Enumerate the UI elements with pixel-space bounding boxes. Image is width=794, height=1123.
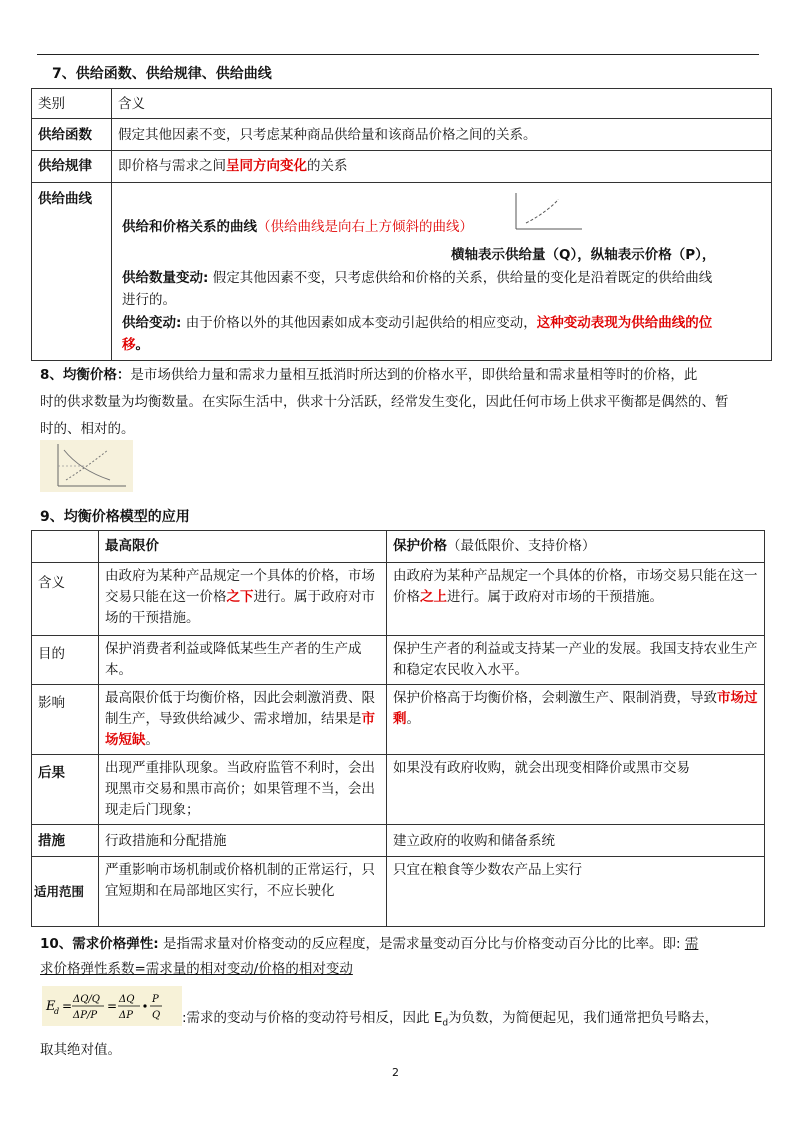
row-measures-max: 行政措施和分配措施 bbox=[99, 825, 387, 857]
section10-paragraph bbox=[40, 932, 770, 982]
equilibrium-graph bbox=[40, 440, 133, 492]
elasticity-formula-image bbox=[42, 986, 182, 1026]
meaning-max-post: 进行。属于政府对市场的干预措施。 bbox=[105, 589, 375, 626]
row-consequence-max: 出现严重排队现象。当政府监管不利时，会出现黑市交易和黑市高价；如果管理不当，会出现走后门现象； bbox=[99, 755, 387, 825]
formula-eq1: = bbox=[62, 999, 73, 1013]
section10-line1-u: 需 bbox=[684, 936, 699, 952]
section8-colon: ： bbox=[116, 367, 131, 383]
page-number: 2 bbox=[392, 1066, 399, 1079]
th-protect-price bbox=[387, 531, 765, 563]
meaning-pro-post: 进行。属于政府对市场的干预措施。 bbox=[447, 589, 663, 605]
th-protect-note: （最低限价、支持价格） bbox=[447, 538, 596, 554]
meaning-pro-pre: 由政府为某种产品规定一个具体的价格，市场交易只能在这一价格 bbox=[393, 568, 758, 605]
impact-pro-red: 市场过剩 bbox=[393, 690, 758, 727]
impact-pro-post: 。 bbox=[406, 711, 420, 727]
row-impact-max bbox=[99, 685, 387, 755]
row-meaning-protect bbox=[387, 563, 765, 636]
change-end: 。 bbox=[135, 337, 149, 353]
change-text: 由于价格以外的其他因素如成本变动引起供给的相应变动， bbox=[181, 315, 537, 331]
th-max-price: 最高限价 bbox=[99, 531, 387, 563]
graph-supply-curve bbox=[526, 199, 558, 223]
change-label: 供给变动: bbox=[122, 315, 182, 331]
curve-quantity-change bbox=[122, 267, 767, 311]
row-consequence-label: 后果 bbox=[32, 755, 99, 825]
row-impact-label: 影响 bbox=[32, 685, 99, 755]
formula-dot bbox=[143, 1004, 146, 1007]
formula-text2: 为负数，为简便起见，我们通常把负号略去， bbox=[448, 1010, 719, 1026]
qty-text2: 进行的。 bbox=[122, 292, 176, 308]
change-red1: 这种变动表现为供给曲线的位 bbox=[536, 315, 713, 331]
row-supply-curve-content bbox=[112, 183, 772, 361]
supply-law-post: 的关系 bbox=[307, 158, 348, 174]
supply-table bbox=[31, 88, 772, 361]
th-protect-bold: 保护价格 bbox=[393, 538, 447, 554]
formula-num2: ΔQ bbox=[119, 994, 135, 1005]
formula-num3: P bbox=[152, 994, 159, 1005]
section10-line2-u: 求价格弹性系数=需求量的相对变动/价格的相对变动 bbox=[40, 961, 353, 977]
formula-eq2: = bbox=[107, 999, 118, 1013]
meaning-max-pre: 由政府为某种产品规定一个具体的价格，市场交易只能在这一价格 bbox=[105, 568, 375, 605]
supply-law-pre: 即价格与需求之间 bbox=[118, 158, 226, 174]
row-measures-label: 措施 bbox=[32, 825, 99, 857]
formula-ed: E bbox=[46, 999, 56, 1014]
row-supply-function-label: 供给函数 bbox=[32, 119, 112, 151]
meaning-pro-red: 之上 bbox=[420, 589, 447, 605]
curve-line1-bold: 供给和价格关系的曲线 bbox=[122, 219, 257, 235]
row-supply-curve-label: 供给曲线 bbox=[32, 183, 112, 361]
qty-label: 供给数量变动: bbox=[122, 270, 209, 286]
curve-line1-red: （供给曲线是向右上方倾斜的曲线） bbox=[257, 219, 473, 235]
section8-title: 8、均衡价格 bbox=[40, 367, 117, 383]
section8-line1: 是市场供给力量和需求力量相互抵消时所达到的价格水平，即供给量和需求量相等时的价格，此 bbox=[130, 367, 698, 383]
row-meaning-label: 含义 bbox=[32, 563, 99, 636]
section10-line1: 是指需求量对价格变动的反应程度，是需求量变动百分比与价格变动百分比的比率。即: bbox=[158, 936, 685, 952]
header-category: 类别 bbox=[32, 89, 112, 119]
row-supply-law-text bbox=[112, 151, 772, 183]
section9-title: 9、均衡价格模型的应用 bbox=[40, 509, 190, 525]
formula-sub: d bbox=[442, 1018, 449, 1029]
formula-num1: ΔQ/Q bbox=[73, 994, 100, 1005]
row-measures-protect: 建立政府的收购和储备系统 bbox=[387, 825, 765, 857]
section10-colon: : bbox=[153, 936, 159, 952]
qty-text1: 假定其他因素不变，只考虑供给和价格的关系，供给量的变化是沿着既定的供给曲线 bbox=[208, 270, 713, 286]
row-purpose-protect: 保护生产者的利益或支持某一产业的发展。我国支持农业生产和稳定农民收入水平。 bbox=[387, 636, 765, 685]
row-purpose-max: 保护消费者利益或降低某些生产者的生产成本。 bbox=[99, 636, 387, 685]
row-impact-protect bbox=[387, 685, 765, 755]
formula-den1: ΔP/P bbox=[73, 1010, 98, 1021]
header-meaning: 含义 bbox=[112, 89, 772, 119]
row-scope-label: 适用范围 bbox=[32, 857, 99, 927]
meaning-max-red: 之下 bbox=[226, 589, 254, 605]
row-scope-protect: 只宜在粮食等少数农产品上实行 bbox=[387, 857, 765, 927]
impact-pro-pre: 保护价格高于均衡价格，会刺激生产、限制消费，导致 bbox=[393, 690, 717, 706]
section8-paragraph bbox=[40, 362, 770, 443]
row-meaning-max bbox=[99, 563, 387, 636]
formula-den2: ΔP bbox=[119, 1010, 133, 1021]
impact-max-post: 。 bbox=[145, 732, 159, 748]
section10-formula-text bbox=[182, 1006, 772, 1036]
formula-text: :需求的变动与价格的变动符号相反，因此 E bbox=[182, 1010, 443, 1026]
row-supply-function-text: 假定其他因素不变，只考虑某种商品供给量和该商品价格之间的关系。 bbox=[112, 119, 772, 151]
section10-title: 10、需求价格弹性 bbox=[40, 936, 154, 952]
formula-den3: Q bbox=[152, 1010, 161, 1021]
row-purpose-label: 目的 bbox=[32, 636, 99, 685]
price-model-table bbox=[31, 530, 765, 927]
curve-supply-change bbox=[122, 312, 767, 356]
header-rule bbox=[37, 54, 759, 55]
section8-line2: 时的供求数量为均衡数量。在实际生活中，供求十分活跃，经常发生变化，因此任何市场上供求平衡都是偶然的、暂 bbox=[40, 394, 729, 410]
impact-max-red: 市场短缺 bbox=[105, 711, 375, 748]
section10-last-line: 取其绝对值。 bbox=[40, 1042, 121, 1058]
change-red2: 移 bbox=[122, 337, 136, 353]
supply-law-highlight: 呈同方向变化 bbox=[226, 158, 307, 174]
curve-axis-text: 横轴表示供给量（Q），纵轴表示价格（P）， bbox=[451, 247, 716, 263]
row-scope-max: 严重影响市场机制或价格机制的正常运行，只宜短期和在局部地区实行，不应长驶化 bbox=[99, 857, 387, 927]
th-empty bbox=[32, 531, 99, 563]
section7-title: 7、供给函数、供给规律、供给曲线 bbox=[52, 66, 272, 82]
formula-ed-sub: d bbox=[54, 1007, 60, 1016]
impact-max-pre: 最高限价低于均衡价格，因此会刺激消费、限制生产，导致供给减少、需求增加，结果是 bbox=[105, 690, 375, 727]
row-consequence-protect: 如果没有政府收购，就会出现变相降价或黑市交易 bbox=[387, 755, 765, 825]
section8-line3: 时的、相对的。 bbox=[40, 421, 135, 437]
supply-curve-graph bbox=[506, 191, 596, 235]
curve-line1 bbox=[122, 217, 473, 238]
row-supply-law-label: 供给规律 bbox=[32, 151, 112, 183]
